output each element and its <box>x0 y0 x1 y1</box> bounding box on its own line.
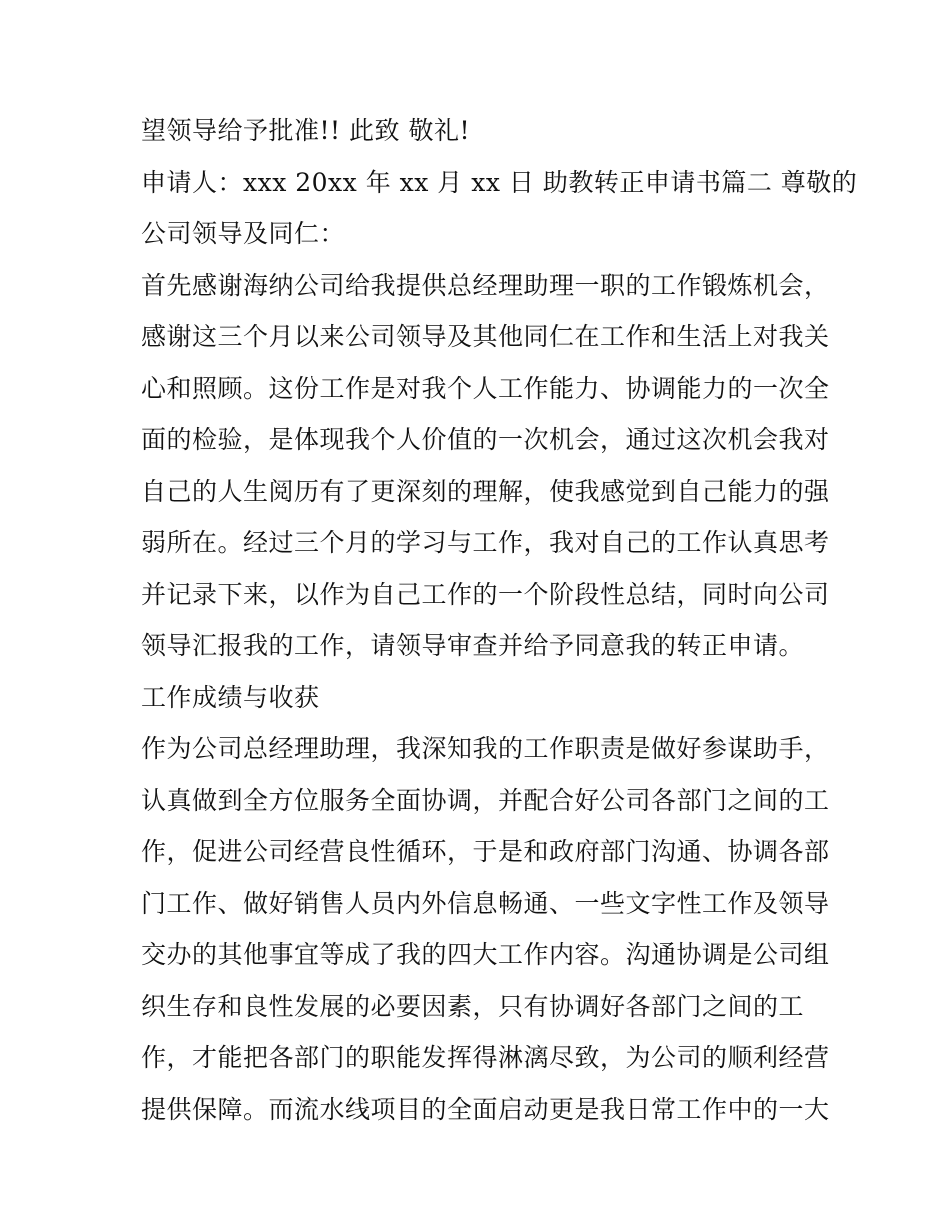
text-line: 感谢这三个月以来公司领导及其他同仁在工作和生活上对我关 <box>141 322 830 351</box>
text-line: 提供保障。而流水线项目的全面启动更是我日常工作中的一大 <box>141 1094 830 1124</box>
text-line: 公司领导及同仁： <box>141 219 346 248</box>
text-line: 申请人：xxx 20xx 年 xx 月 xx 日 助教转正申请书篇二 尊敬的 <box>141 167 858 197</box>
text-line: 门工作、做好销售人员内外信息畅通、一些文字性工作及领导 <box>141 888 830 918</box>
text-line: 自己的人生阅历有了更深刻的理解，使我感觉到自己能力的强 <box>141 476 830 506</box>
text-line: 认真做到全方位服务全面协调，并配合好公司各部门之间的工 <box>141 785 830 815</box>
text-line: 作，才能把各部门的职能发挥得淋漓尽致，为公司的顺利经营 <box>141 1043 830 1072</box>
text-line: 弱所在。经过三个月的学习与工作，我对自己的工作认真思考 <box>141 528 830 557</box>
text-line: 领导汇报我的工作，请领导审查并给予同意我的转正申请。 <box>141 631 805 660</box>
text-line: 面的检验，是体现我个人价值的一次机会，通过这次机会我对 <box>141 425 830 454</box>
text-line: 首先感谢海纳公司给我提供总经理助理一职的工作锻炼机会， <box>141 270 830 300</box>
section-heading: 工作成绩与收获 <box>141 682 320 712</box>
text-line: 作为公司总经理助理，我深知我的工作职责是做好参谋助手， <box>141 734 830 763</box>
document-body <box>141 105 858 1135</box>
text-line: 织生存和良性发展的必要因素，只有协调好各部门之间的工 <box>141 991 805 1021</box>
text-line: 交办的其他事宜等成了我的四大工作内容。沟通协调是公司组 <box>141 940 830 969</box>
text-line: 并记录下来，以作为自己工作的一个阶段性总结，同时向公司 <box>141 579 830 609</box>
text-line: 作，促进公司经营良性循环，于是和政府部门沟通、协调各部 <box>141 837 830 866</box>
text-line: 心和照顾。这份工作是对我个人工作能力、协调能力的一次全 <box>141 373 830 403</box>
text-line: 望领导给予批准!! 此致 敬礼! <box>141 116 471 145</box>
